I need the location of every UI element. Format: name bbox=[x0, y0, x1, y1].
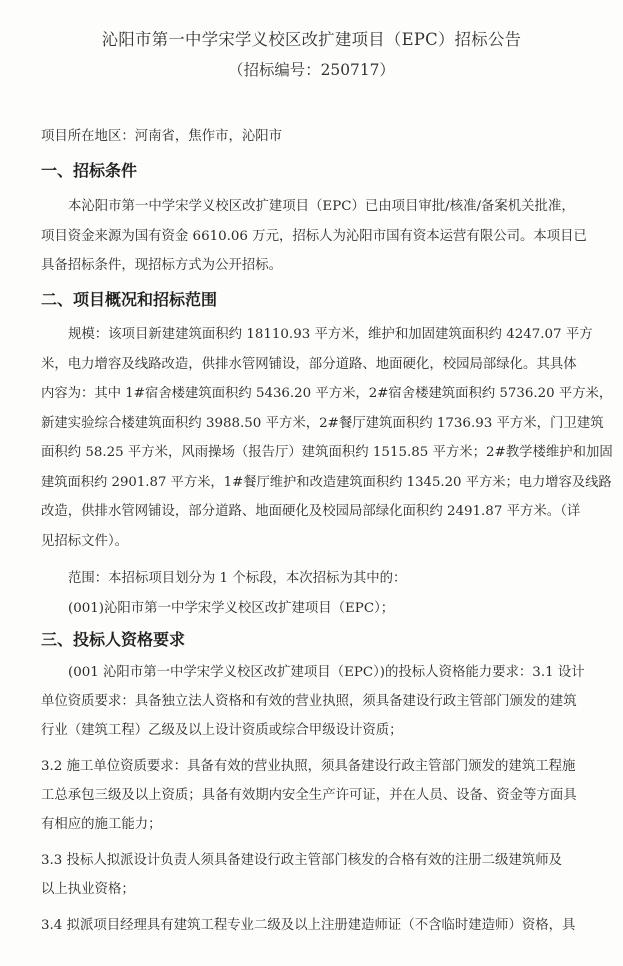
document-title: 沁阳市第一中学宋学义校区改扩建项目（EPC）招标公告 bbox=[101, 30, 522, 49]
qualification-line: 以上执业资格； bbox=[41, 882, 135, 897]
scope-line: 范围：本招标项目划分为 1 个标段，本次招标为其中的： bbox=[68, 571, 407, 586]
scale-line: 米，电力增容及线路改造，供排水管网铺设，部分道路、地面硬化，校园局部绿化。其具体 bbox=[41, 357, 577, 372]
scale-line: 面积约 58.25 平方米，风雨操场（报告厅）建筑面积约 1515.85 平方米；2#教学楼维护和加固 bbox=[41, 445, 613, 460]
scale-line: 内容为：其中 1#宿舍楼建筑面积约 5436.20 平方米，2#宿舍楼建筑面积约 5736.20 平方米， bbox=[41, 386, 613, 401]
scale-line: 规模：该项目新建建筑面积约 18110.93 平方米，维护和加固建筑面积约 4247.07 平方 bbox=[68, 327, 593, 342]
qualification-line: 工总承包三级及以上资质；具备有效期内安全生产许可证，并在人员、设备、资金等方面具 bbox=[41, 788, 577, 803]
tender-number: （招标编号：250717） bbox=[228, 61, 395, 79]
qualification-line: 3.2 施工单位资质要求：具备有效的营业执照，须具备建设行政主管部门颁发的建筑工程施 bbox=[41, 759, 576, 774]
scale-line: 改造，供排水管网铺设，部分道路、地面硬化及校园局部绿化面积约 2491.87 平方米。（详 bbox=[41, 504, 581, 519]
scale-line: 建筑面积约 2901.87 平方米，1#餐厅维护和改造建筑面积约 1345.20 平方米；电力增容及线路 bbox=[41, 475, 612, 490]
section-1-line: 具备招标条件，现招标方式为公开招标。 bbox=[41, 258, 283, 273]
lot-line: (001)沁阳市第一中学宋学义校区改扩建项目（EPC）； bbox=[68, 601, 395, 616]
section-1-line: 项目资金来源为国有资金 6610.06 万元，招标人为沁阳市国有资本运营有限公司。本项目已 bbox=[41, 229, 587, 244]
qualification-line: (001 沁阳市第一中学宋学义校区改扩建项目（EPC）)的投标人资格能力要求：3.1 设计 bbox=[68, 665, 585, 680]
qualification-line: 有相应的施工能力； bbox=[41, 817, 162, 832]
section-1-line: 本沁阳市第一中学宋学义校区改扩建项目（EPC）已由项目审批/核准/备案机关批准， bbox=[68, 199, 575, 214]
section-2-heading: 二、项目概况和招标范围 bbox=[41, 290, 218, 309]
section-3-heading: 三、投标人资格要求 bbox=[41, 630, 186, 649]
scale-line: 见招标文件）。 bbox=[41, 534, 129, 549]
qualification-line: 3.4 拟派项目经理具有建筑工程专业二级及以上注册建造师证（不含临时建造师）资格，具 bbox=[41, 918, 576, 933]
qualification-line: 行业（建筑工程）乙级及以上设计资质或综合甲级设计资质； bbox=[41, 723, 403, 738]
location-line: 项目所在地区：河南省，焦作市，沁阳市 bbox=[41, 129, 283, 144]
qualification-line: 3.3 投标人拟派设计负责人须具备建设行政主管部门核发的合格有效的注册二级建筑师及 bbox=[41, 853, 563, 868]
scale-line: 新建实验综合楼建筑面积约 3988.50 平方米，2#餐厅建筑面积约 1736.93 平方米，门卫建筑 bbox=[41, 416, 604, 431]
qualification-line: 单位资质要求：具备独立法人资格和有效的营业执照，须具备建设行政主管部门颁发的建筑 bbox=[41, 694, 577, 709]
section-1-heading: 一、招标条件 bbox=[41, 161, 138, 180]
